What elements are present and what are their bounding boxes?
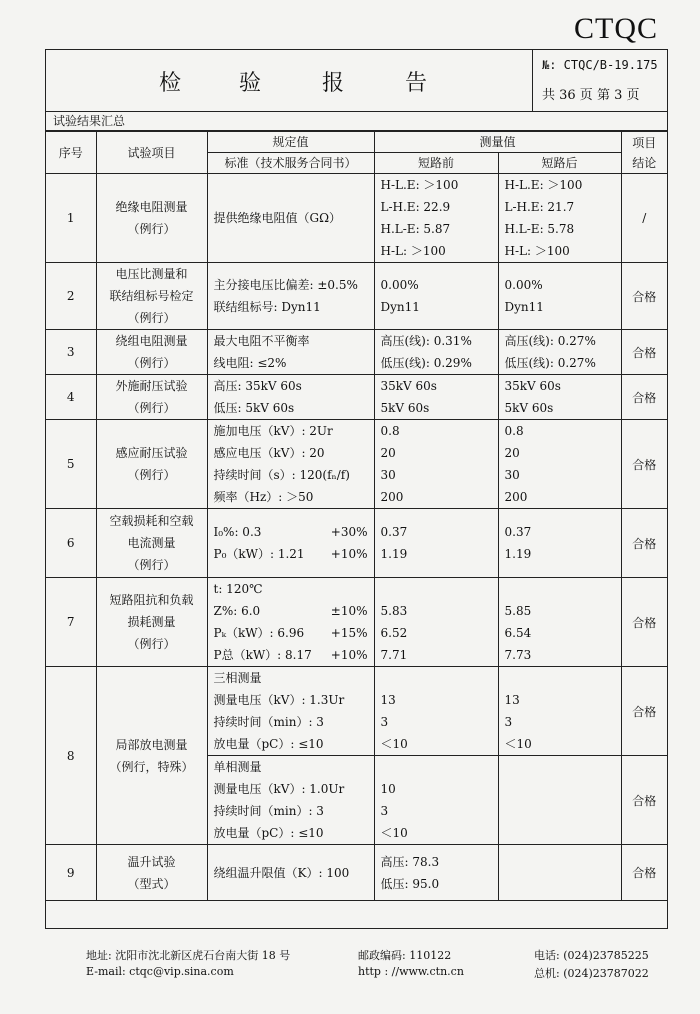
report-header [46, 50, 667, 112]
row-seq: 7 [46, 578, 96, 667]
spec-line [214, 330, 374, 352]
after-line [505, 578, 621, 600]
spec-text: 持续时间（min）: 3 [213, 715, 324, 729]
row-seq: 8 [46, 667, 96, 845]
row-before [374, 420, 498, 509]
table-row [46, 263, 667, 330]
row-seq: 6 [46, 509, 96, 578]
spec-text: Z%: 6.0 [213, 604, 261, 618]
section-title: 试验结果汇总 [46, 112, 667, 131]
row-spec [207, 509, 374, 578]
before-line: 1.19 [380, 547, 408, 561]
footer-email: E-mail: ctqc@vip.sina.com [86, 965, 234, 978]
after-line: H-L: ＞100 [504, 244, 570, 258]
item-line: 外施耐压试验 [115, 379, 188, 393]
item-line: 感应耐压试验 [115, 446, 188, 460]
after-line [505, 756, 621, 778]
spec-line [214, 689, 374, 711]
item-line: 绝缘电阻测量 [115, 200, 188, 214]
spec-text: 测量电压（kV）: 1.0Ur [213, 782, 345, 796]
spec-text: 单相测量 [213, 760, 262, 774]
spec-line [214, 274, 374, 296]
after-line: ＜10 [504, 737, 532, 751]
before-line: H-L.E: ＞100 [380, 178, 459, 192]
spec-text: t: 120℃ [213, 582, 263, 596]
row-item [96, 375, 207, 420]
spec-line [214, 207, 374, 229]
before-line: 低压(线): 0.29% [380, 356, 472, 370]
table-header-row [46, 132, 667, 153]
item-line: 电压比测量和 [115, 267, 188, 281]
results-table [46, 131, 667, 901]
title-char: 告 [405, 71, 428, 96]
row-spec [207, 667, 374, 756]
after-line: 低压(线): 0.27% [504, 356, 596, 370]
before-line: 7.71 [380, 648, 408, 662]
spec-text: 放电量（pC）: ≤10 [213, 826, 324, 840]
row-before [374, 756, 498, 845]
row-spec [207, 263, 374, 330]
header-spec-sub: 标准（技术服务合同书） [207, 153, 374, 174]
after-line: 高压(线): 0.27% [504, 334, 596, 348]
spec-text: 测量电压（kV）: 1.3Ur [213, 693, 345, 707]
row-seq: 4 [46, 375, 96, 420]
item-line: （型式） [127, 876, 176, 891]
spec-tolerance: ±10% [330, 604, 368, 618]
spec-text: Pₖ（kW）: 6.96 [213, 626, 305, 640]
before-line: 0.37 [380, 525, 408, 539]
spec-line [214, 375, 374, 397]
footer-web: http : //www.ctn.cn [358, 965, 464, 978]
spec-text: 低压: 5kV 60s [213, 401, 295, 415]
row-item [96, 420, 207, 509]
spec-tolerance: +30% [330, 525, 368, 539]
spec-line [214, 733, 374, 755]
spec-text: 感应电压（kV）: 20 [213, 446, 325, 460]
before-line [381, 756, 498, 778]
header-spec: 规定值 [207, 132, 374, 153]
after-line [505, 800, 621, 822]
before-line: 0.8 [380, 424, 400, 438]
after-line: 13 [504, 693, 520, 707]
row-after [498, 667, 621, 756]
row-before [374, 174, 498, 263]
row-seq: 9 [46, 845, 96, 901]
item-line: （例行） [127, 356, 176, 370]
spec-text: 三相测量 [213, 671, 262, 685]
row-result: 合格 [621, 756, 667, 845]
row-result: 合格 [621, 578, 667, 667]
before-line: 20 [380, 446, 396, 460]
row-result: 合格 [621, 420, 667, 509]
after-line: Dyn11 [504, 300, 544, 314]
row-before [374, 667, 498, 756]
before-line: Dyn11 [380, 300, 420, 314]
before-line: 200 [380, 490, 404, 504]
row-after [498, 509, 621, 578]
table-row [46, 330, 667, 375]
after-line: 6.54 [504, 626, 532, 640]
after-line: 0.00% [504, 278, 543, 292]
spec-line [214, 622, 374, 644]
header-seq: 序号 [46, 132, 96, 174]
spec-line [214, 778, 374, 800]
before-line: 低压: 95.0 [380, 876, 440, 891]
item-line: （例行） [127, 222, 176, 236]
spec-line [214, 397, 374, 419]
row-seq: 5 [46, 420, 96, 509]
row-result: 合格 [621, 330, 667, 375]
after-line [505, 667, 621, 689]
item-line: 空载损耗和空载 [109, 514, 194, 528]
row-seq: 2 [46, 263, 96, 330]
footer-address: 地址: 沈阳市沈北新区虎石台南大街 18 号 [86, 949, 291, 962]
before-line: 3 [380, 804, 389, 818]
after-line: 0.37 [504, 525, 532, 539]
before-line: ＜10 [380, 737, 408, 751]
footer-main-phone: 总机: (024)23787022 [534, 967, 649, 980]
spec-line [214, 578, 374, 600]
header-conclusion-line: 结论 [632, 155, 657, 170]
spec-line [214, 667, 374, 689]
spec-text: 高压: 35kV 60s [213, 379, 302, 393]
header-conclusion-line: 项目 [632, 135, 657, 150]
before-line: 3 [380, 715, 389, 729]
title-char: 验 [239, 71, 262, 96]
before-line: 0.00% [380, 278, 419, 292]
table-row [46, 375, 667, 420]
spec-line [214, 420, 374, 442]
spec-text: 提供绝缘电阻值（GΩ） [213, 211, 342, 225]
before-line: 10 [380, 782, 396, 796]
before-line: 5.83 [380, 604, 408, 618]
item-line: （例行） [127, 558, 176, 572]
spec-text: 施加电压（kV）: 2Ur [213, 424, 333, 438]
spec-line [214, 486, 374, 508]
row-spec [207, 330, 374, 375]
after-line: 35kV 60s [504, 379, 561, 393]
row-result: 合格 [621, 263, 667, 330]
row-result: 合格 [621, 667, 667, 756]
row-after [498, 263, 621, 330]
row-after [498, 578, 621, 667]
after-line [505, 778, 621, 800]
after-line: H-L.E: ＞100 [504, 178, 583, 192]
item-line: 温升试验 [127, 854, 176, 869]
row-after [498, 375, 621, 420]
spec-text: 持续时间（min）: 3 [213, 804, 324, 818]
title-char: 报 [322, 71, 345, 96]
spec-tolerance: +10% [330, 547, 368, 561]
row-item [96, 174, 207, 263]
row-after [498, 845, 621, 901]
spec-line [214, 800, 374, 822]
table-row [46, 420, 667, 509]
table-row [46, 509, 667, 578]
before-line: 高压: 78.3 [380, 854, 440, 869]
spec-line [214, 521, 374, 543]
spec-text: 频率（Hz）: ＞50 [213, 490, 314, 504]
spec-tolerance: +10% [330, 648, 368, 662]
spec-text: 放电量（pC）: ≤10 [213, 737, 324, 751]
item-line: 电流测量 [127, 536, 176, 550]
before-line [381, 578, 498, 600]
row-item [96, 330, 207, 375]
item-line: （例行） [127, 468, 176, 482]
after-line: 200 [504, 490, 528, 504]
spec-text: 持续时间（s）: 120(fₙ/f) [213, 468, 350, 482]
spec-line [214, 352, 374, 374]
row-result: 合格 [621, 375, 667, 420]
row-spec [207, 375, 374, 420]
row-after [498, 420, 621, 509]
before-line [381, 667, 498, 689]
spec-text: 主分接电压比偏差: ±0.5% [213, 278, 358, 292]
before-line: 13 [380, 693, 396, 707]
spec-text: I₀%: 0.3 [213, 525, 262, 539]
row-before [374, 509, 498, 578]
row-result: 合格 [621, 845, 667, 901]
spec-line [214, 644, 374, 666]
row-spec [207, 420, 374, 509]
item-line: 局部放电测量 [115, 737, 188, 752]
before-line: 30 [380, 468, 396, 482]
spec-line [214, 711, 374, 733]
item-line: 短路阻抗和负载 [109, 593, 194, 607]
spec-text: P总（kW）: 8.17 [213, 648, 312, 662]
before-line: 35kV 60s [380, 379, 437, 393]
item-line: （例行） [127, 401, 176, 415]
spec-line [214, 756, 374, 778]
item-line: 联结组标号检定 [109, 289, 194, 303]
row-spec [207, 756, 374, 845]
after-line: 3 [504, 715, 513, 729]
row-result: 合格 [621, 509, 667, 578]
after-line: 5.85 [504, 604, 532, 618]
spec-text: 最大电阻不平衡率 [213, 334, 310, 348]
after-line: H.L-E: 5.78 [504, 222, 575, 236]
after-line: L-H.E: 21.7 [504, 200, 575, 214]
after-line: 7.73 [504, 648, 532, 662]
table-row [46, 667, 667, 756]
row-item [96, 578, 207, 667]
item-line: 损耗测量 [127, 615, 176, 629]
row-before [374, 578, 498, 667]
spec-text: 线电阻: ≤2% [213, 356, 287, 370]
row-item [96, 509, 207, 578]
before-line: ＜10 [380, 826, 408, 840]
after-line [505, 822, 621, 844]
header-item: 试验项目 [96, 132, 207, 174]
after-line: 30 [504, 468, 520, 482]
footer-postcode: 邮政编码: 110122 [358, 949, 452, 962]
spec-line [214, 296, 374, 318]
header-before: 短路前 [374, 153, 498, 174]
spec-line [214, 543, 374, 565]
report-frame [45, 49, 668, 929]
page-count: 共 36 页 第 3 页 [542, 88, 640, 103]
row-after [498, 756, 621, 845]
row-seq: 3 [46, 330, 96, 375]
report-number: №: CTQC/B-19.175 [542, 58, 658, 72]
row-before [374, 330, 498, 375]
item-line: （例行） [127, 637, 176, 651]
before-line: H.L-E: 5.87 [380, 222, 451, 236]
after-line: 20 [504, 446, 520, 460]
spec-line [214, 862, 374, 884]
row-spec [207, 578, 374, 667]
header-conclusion [621, 132, 667, 174]
row-before [374, 375, 498, 420]
before-line: 5kV 60s [380, 401, 430, 415]
table-row [46, 578, 667, 667]
spec-line [214, 442, 374, 464]
footer-phone: 电话: (024)23785225 [534, 949, 649, 962]
row-before [374, 845, 498, 901]
row-result: / [621, 174, 667, 263]
spec-text: 联结组标号: Dyn11 [213, 300, 321, 314]
before-line: 6.52 [380, 626, 408, 640]
row-before [374, 263, 498, 330]
row-item [96, 845, 207, 901]
row-after [498, 330, 621, 375]
spec-text: 绕组温升限值（K）: 100 [213, 865, 350, 880]
table-row [46, 174, 667, 263]
after-line: 0.8 [504, 424, 524, 438]
before-line: L-H.E: 22.9 [380, 200, 451, 214]
spec-line [214, 822, 374, 844]
item-line: （例行，特殊） [109, 759, 194, 774]
row-item [96, 263, 207, 330]
spec-line [214, 464, 374, 486]
before-line: 高压(线): 0.31% [380, 334, 472, 348]
table-row [46, 845, 667, 901]
spec-line [214, 600, 374, 622]
report-title [46, 50, 533, 111]
after-line: 5kV 60s [504, 401, 554, 415]
row-spec [207, 174, 374, 263]
item-line: 绕组电阻测量 [115, 334, 188, 348]
row-spec [207, 845, 374, 901]
spec-tolerance: +15% [330, 626, 368, 640]
item-line: （例行） [127, 311, 176, 325]
header-after: 短路后 [498, 153, 621, 174]
row-item [96, 667, 207, 845]
header-measured: 测量值 [374, 132, 621, 153]
brand-logo: CTQC [573, 12, 658, 45]
after-line: 1.19 [504, 547, 532, 561]
before-line: H-L: ＞100 [380, 244, 446, 258]
title-char: 检 [159, 71, 182, 96]
row-seq: 1 [46, 174, 96, 263]
spec-text: P₀（kW）: 1.21 [213, 547, 305, 561]
row-after [498, 174, 621, 263]
